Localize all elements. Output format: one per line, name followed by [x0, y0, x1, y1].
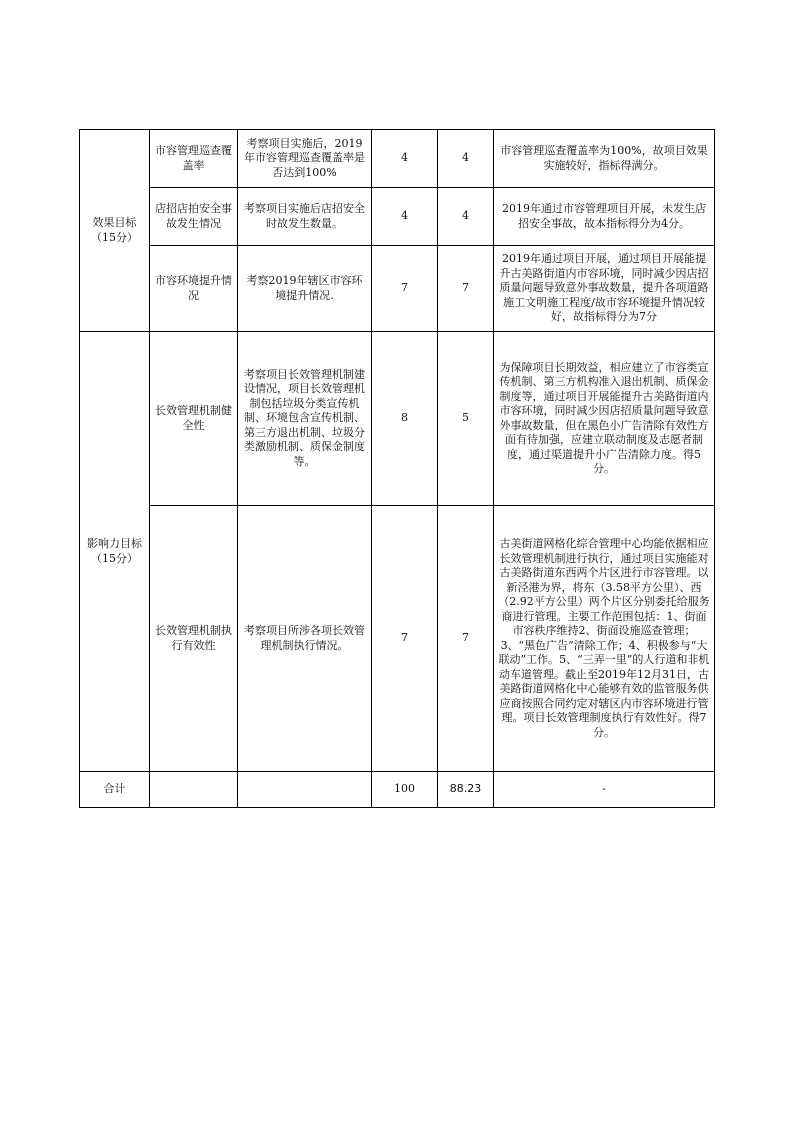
table-row-total [80, 772, 715, 808]
standard-cell: 考察2019年辖区市容环境提升情况. [238, 246, 372, 332]
table-row [80, 332, 715, 506]
score-cell: 5 [438, 332, 494, 506]
analysis-cell: 为保障项目长期效益，相应建立了市容类宣传机制、第三方机构准入退出机制、质保金制度等，通过项目开展能提升古美路街道内市容环境，同时减少因店招质量问题导致意外事故数量，但在黑色小广告清除有效性方面有待加强，应建立联动制度及志愿者制度，通过渠道提升小广告清除力度。得5分。 [494, 332, 715, 506]
category-cell: 影响力目标（15分） [80, 332, 150, 772]
indicator-cell: 长效管理机制健全性 [150, 332, 238, 506]
empty-cell [238, 772, 372, 808]
analysis-cell: 市容管理巡查覆盖率为100%，故项目效果实施较好，指标得满分。 [494, 130, 715, 188]
score-cell: 4 [438, 188, 494, 246]
total-score-cell: 88.23 [438, 772, 494, 808]
indicator-cell: 市容管理巡查覆盖率 [150, 130, 238, 188]
category-cell: 效果目标（15分） [80, 130, 150, 332]
empty-cell [150, 772, 238, 808]
full-score-cell: 7 [372, 246, 438, 332]
total-analysis-cell: - [494, 772, 715, 808]
table-row [80, 188, 715, 246]
standard-cell: 考察项目所涉各项长效管理机制执行情况。 [238, 506, 372, 772]
score-cell: 7 [438, 246, 494, 332]
full-score-cell: 4 [372, 130, 438, 188]
full-score-cell: 8 [372, 332, 438, 506]
standard-cell: 考察项目实施后店招安全时故发生数量。 [238, 188, 372, 246]
analysis-cell: 古美街道网格化综合管理中心均能依据相应长效管理机制进行执行，通过项目实施能对古美路街道东西两个片区进行市容管理。以新泾港为界，将东（3.58平方公里）、西（2.92平方公里）两个片区分别委托给服务商进行管理。主要工作范围包括：1、街面市容秩序维持2、街面设施巡查管理；3、“黑色广告”清除工作；4、积极参与“大联动”工作。5、“三弄一里”的人行道和非机动车道管理。截止至2019年12月31日，古美路街道网格化中心能够有效的监管服务供应商按照合同约定对辖区内市容环境进行管理。项目长效管理制度执行有效性好。得7分。 [494, 506, 715, 772]
table-row [80, 506, 715, 772]
table-row [80, 130, 715, 188]
score-cell: 4 [438, 130, 494, 188]
total-full-score-cell: 100 [372, 772, 438, 808]
full-score-cell: 7 [372, 506, 438, 772]
indicator-cell: 长效管理机制执行有效性 [150, 506, 238, 772]
score-cell: 7 [438, 506, 494, 772]
indicator-cell: 店招店拍安全事故发生情况 [150, 188, 238, 246]
analysis-cell: 2019年通过项目开展，通过项目开展能提升古美路街道内市容环境，同时减少因店招质量问题导致意外事故数量，提升各项道路施工文明施工程度/故市容环境提升情况较好，故指标得分为7分 [494, 246, 715, 332]
full-score-cell: 4 [372, 188, 438, 246]
performance-evaluation-table [79, 129, 715, 808]
table-row [80, 246, 715, 332]
total-label-cell: 合计 [80, 772, 150, 808]
standard-cell: 考察项目实施后，2019年市容管理巡查覆盖率是否达到100% [238, 130, 372, 188]
standard-cell: 考察项目长效管理机制建设情况，项目长效管理机制包括垃圾分类宣传机制、环境包含宣传机制、第三方退出机制、垃圾分类激励机制、质保金制度等。 [238, 332, 372, 506]
analysis-cell: 2019年通过市容管理项目开展，未发生店招安全事故，故本指标得分为4分。 [494, 188, 715, 246]
indicator-cell: 市容环境提升情况 [150, 246, 238, 332]
